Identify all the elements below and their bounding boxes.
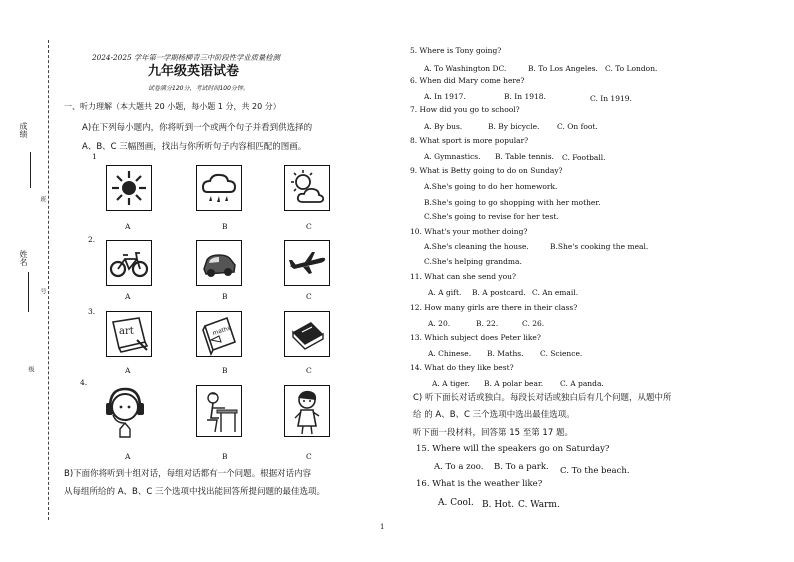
page-number: 1	[380, 523, 385, 531]
margin-mark-1: 班	[39, 196, 46, 202]
margin-mark-2: 号	[39, 288, 46, 294]
option-a: A. To Washington DC.	[424, 64, 507, 73]
question-text: 11. What can she send you?	[410, 272, 517, 281]
option-b: B.She's going to go shopping with her mother.	[424, 198, 601, 207]
question-text: 14. What do they like best?	[410, 363, 514, 372]
option-b: B. To a park.	[494, 462, 549, 472]
picture-2a-bicycle	[106, 240, 152, 286]
question-text: 5. Where is Tony going?	[410, 46, 502, 55]
question-text: 12. How many girls are there in their class?	[410, 303, 578, 312]
option-c: C.She's helping grandma.	[424, 257, 522, 266]
choice-label-4a: A	[125, 452, 131, 461]
svg-text:maths: maths	[211, 324, 232, 338]
choice-label-4b: B	[222, 452, 228, 461]
choice-label-1b: B	[222, 222, 228, 231]
option-c: C. A panda.	[560, 379, 604, 388]
art-book-icon	[107, 312, 151, 356]
score-label: 成绩	[19, 122, 28, 138]
maths-book-icon	[197, 312, 241, 356]
choice-label-2a: A	[125, 292, 131, 301]
option-c: C. To the beach.	[560, 466, 630, 476]
option-a: A. Gymnastics.	[424, 152, 481, 161]
exam-header: 2024-2025 学年第一学期杨柳青三中阶段性学业质量检测	[92, 53, 280, 62]
option-b: B. By bicycle.	[488, 122, 540, 131]
choice-label-3c: C	[306, 366, 312, 375]
sun-icon	[107, 166, 151, 210]
picture-4b-reading-boy	[196, 385, 242, 437]
bicycle-icon	[107, 241, 151, 285]
option-c: C. 26.	[522, 319, 545, 328]
item-number-3: 3.	[88, 307, 96, 316]
option-c: C. In 1919.	[590, 94, 632, 103]
option-a: A.She's going to do her homework.	[424, 182, 558, 191]
question-text: 13. Which subject does Peter like?	[410, 333, 541, 342]
choice-label-4c: C	[306, 452, 312, 461]
picture-2b-car	[196, 240, 242, 286]
part-c-instruction-1: C) 听下面长对话或独白。每段长对话或独白后有几个问题，从题中所	[413, 393, 672, 403]
part-a-instruction-2: A、B、C 三幅图画，找出与你所听句子内容相匹配的图画。	[82, 142, 307, 152]
choice-label-1a: A	[125, 222, 131, 231]
part-b-instruction-1: B)下面你将听到十组对话，每组对话都有一个问题。根据对话内容	[64, 469, 312, 479]
option-b: B. Hot.	[482, 500, 515, 510]
part-c-instruction-2: 给 的 A、B、C 三个选项中选出最佳选项。	[413, 410, 575, 420]
choice-label-3a: A	[125, 366, 131, 375]
option-c: C. On foot.	[557, 122, 598, 131]
closed-book-icon	[285, 312, 329, 356]
headphones-girl-icon	[100, 383, 150, 439]
question-text: 7. How did you go to school?	[410, 105, 520, 114]
fill-line-1	[30, 152, 31, 188]
item-number-1: 1	[92, 152, 97, 161]
option-b: B.She's cooking the meal.	[550, 242, 649, 251]
section-one-heading: 一、听力理解（本大题共 20 小题，每小题 1 分，共 20 分）	[64, 102, 281, 111]
question-text: 8. What sport is more popular?	[410, 136, 529, 145]
picture-1a-sun	[106, 165, 152, 211]
svg-text:art: art	[119, 326, 134, 337]
choice-label-2b: B	[222, 292, 228, 301]
option-a: A. To a zoo.	[434, 462, 484, 472]
choice-label-2c: C	[306, 292, 312, 301]
exam-title: 九年级英语试卷	[148, 64, 240, 79]
exam-subtitle: 试卷满分120分，考试时间100分钟。	[148, 85, 249, 92]
question-text: 16. What is the weather like?	[416, 479, 543, 489]
picture-4a-headphones	[100, 383, 150, 439]
picture-3c-book	[284, 311, 330, 357]
item-number-4: 4.	[80, 378, 88, 387]
question-text: 6. When did Mary come here?	[410, 76, 525, 85]
option-a: A. By bus.	[424, 122, 463, 131]
girl-icon	[285, 386, 329, 436]
item-number-2: 2.	[88, 235, 96, 244]
option-a: A. Chinese.	[428, 349, 472, 358]
partly-sunny-icon	[285, 166, 329, 210]
option-c: C.She's going to revise for her test.	[424, 212, 559, 221]
option-a: A. A gift.	[428, 288, 462, 297]
picture-2c-airplane	[284, 240, 330, 286]
option-c: C. Warm.	[518, 500, 560, 510]
picture-3a-art-book	[106, 311, 152, 357]
fill-line-2	[28, 272, 29, 312]
option-b: B. To Los Angeles.	[528, 64, 598, 73]
name-label: 姓名	[19, 250, 28, 266]
option-b: B. 22.	[476, 319, 499, 328]
option-b: B. Maths.	[487, 349, 524, 358]
choice-label-1c: C	[306, 222, 312, 231]
part-c-instruction-3: 听下面一段材料，回答第 15 至第 17 题。	[413, 428, 573, 438]
picture-4c-girl	[284, 385, 330, 437]
option-c: C. Football.	[562, 153, 606, 162]
option-a: A. In 1917.	[424, 92, 466, 101]
part-b-instruction-2: 从每组所给的 A、B、C 三个选项中找出能回答所提问题的最佳选项。	[64, 487, 325, 497]
option-a: A. 20.	[428, 319, 451, 328]
option-c: C. To London.	[605, 64, 658, 73]
part-a-instruction-1: A)在下列每小题内，你将听到一个或两个句子并看到供选择的	[82, 123, 313, 133]
option-a: A.She's cleaning the house.	[424, 242, 529, 251]
rain-cloud-icon	[197, 166, 241, 210]
seal-line	[48, 40, 49, 520]
picture-1b-rain	[196, 165, 242, 211]
car-icon	[197, 241, 241, 285]
option-c: C. Science.	[540, 349, 583, 358]
option-a: A. A tiger.	[432, 379, 470, 388]
option-b: B. In 1918.	[504, 92, 546, 101]
picture-1c-sun-cloud	[284, 165, 330, 211]
option-b: B. A polar bear.	[484, 379, 544, 388]
question-text: 9. What is Betty going to do on Sunday?	[410, 166, 563, 175]
picture-3b-maths-book	[196, 311, 242, 357]
question-text: 10. What's your mother doing?	[410, 227, 528, 236]
airplane-icon	[285, 241, 329, 285]
student-desk-icon	[197, 386, 241, 436]
option-b: B. Table tennis.	[495, 152, 554, 161]
margin-mark-3: 级	[27, 366, 34, 372]
option-b: B. A postcard.	[472, 288, 526, 297]
option-c: C. An email.	[532, 288, 579, 297]
binding-strip	[0, 0, 60, 562]
question-text: 15. Where will the speakers go on Saturday?	[416, 444, 610, 454]
choice-label-3b: B	[222, 366, 228, 375]
option-a: A. Cool.	[438, 498, 474, 508]
